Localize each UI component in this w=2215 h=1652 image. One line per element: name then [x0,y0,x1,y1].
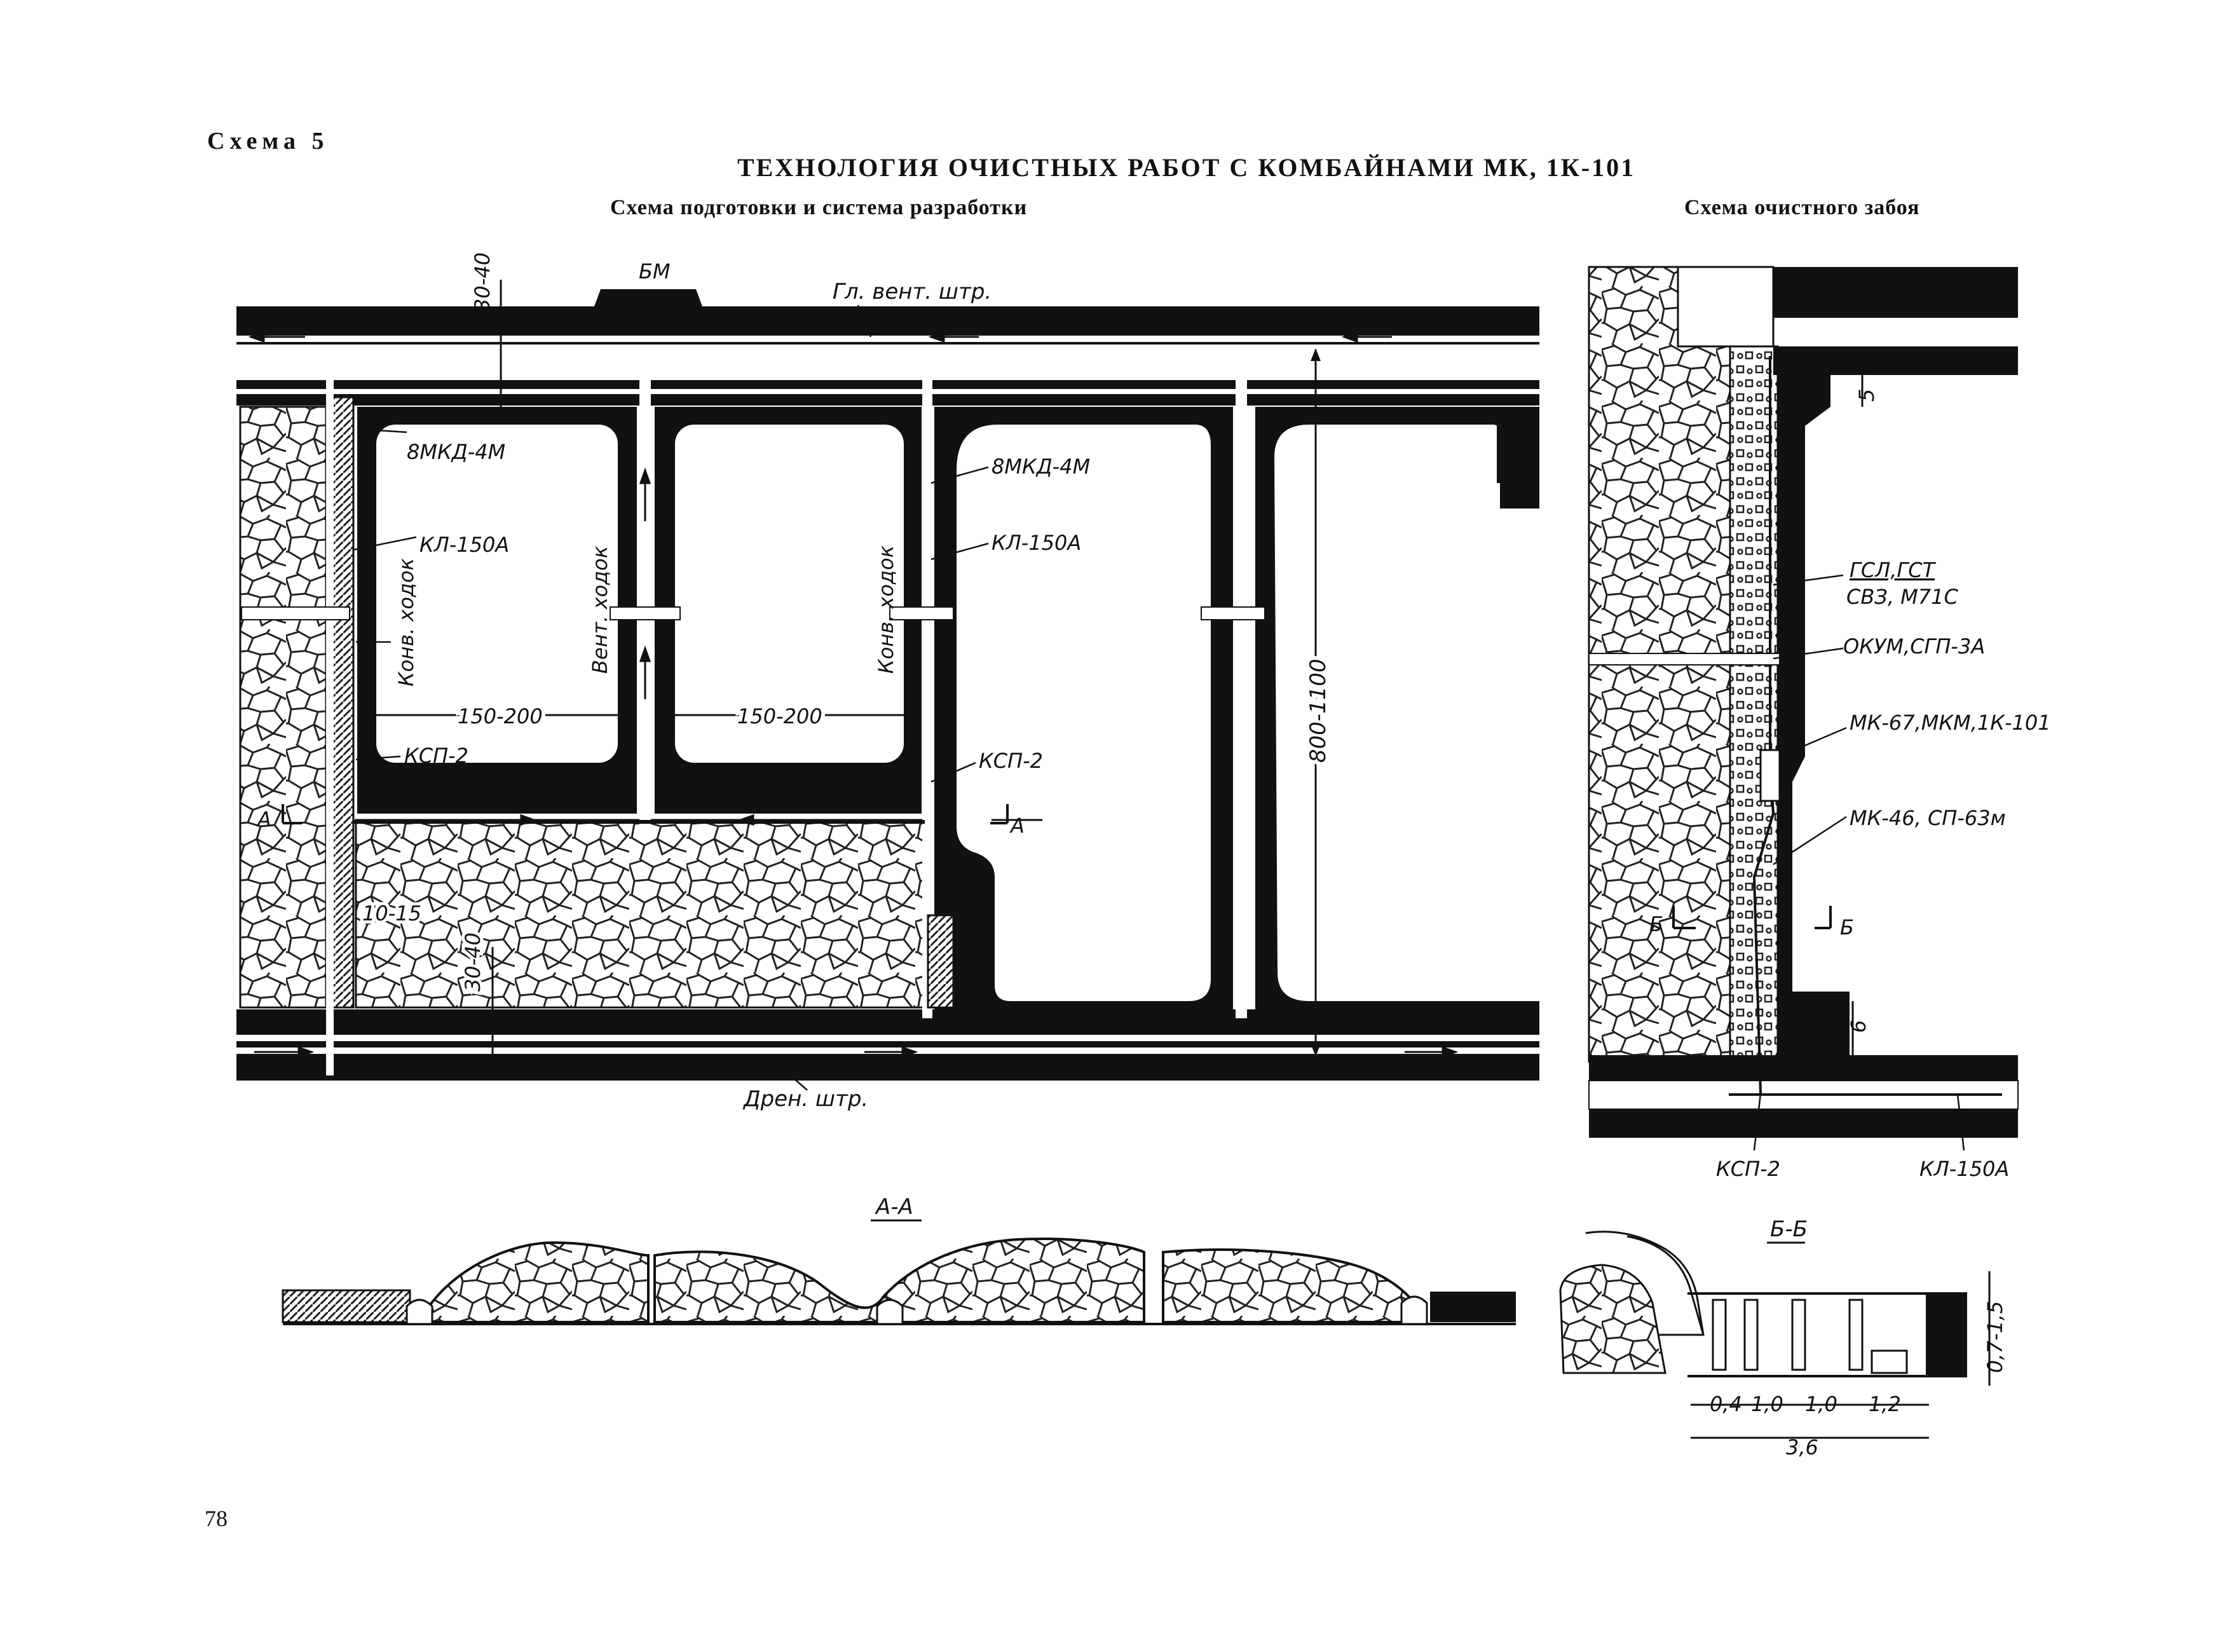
drainage-drift-label: Дрен. штр. [744,1086,869,1112]
conv-passage-left-label: Конв. ходок [394,558,418,686]
bb-dim-3: 1,0 [1805,1392,1837,1416]
section-bb-label: Б-Б [1770,1217,1808,1242]
drainage-drift [236,1009,1539,1035]
scraper-right-label: 8МКД-4М [992,454,1091,479]
conv-passage-right-label: Конв. ходок [874,545,898,674]
combine-label-1: МК-67,МКМ,1К-101 [1850,711,2051,735]
width-right-label: 150-200 [737,704,822,728]
scheme-label: Схема 5 [207,128,329,154]
plan-subtitle: Схема подготовки и система разработки [610,196,1028,219]
width-left-label: 150-200 [458,704,543,728]
vent-passage-label: Вент. ходок [588,545,612,674]
support-label-2: СВЗ, М71С [1846,585,1958,609]
aa-right-drift [1430,1292,1516,1322]
bb-total: 3,6 [1786,1435,1818,1459]
bb-dim-1: 0,4 [1710,1392,1742,1416]
dim-bottom-label: 30-40 [461,932,485,992]
aa-mound-1 [419,1243,648,1322]
plan-scheme [236,252,1539,1112]
pillar-4 [1255,407,1539,1011]
bb-height: 0,7-1,5 [1983,1300,2007,1373]
length-label: 800-1100 [1305,659,1331,763]
dim-6-label: 6 [1846,1020,1871,1033]
aa-left-drift [283,1290,410,1322]
bb-dim-2: 1,0 [1751,1392,1783,1416]
face-scheme [1589,267,2051,1181]
face-ksp-label: КСП-2 [1716,1157,1781,1181]
section-b-left-label: Б [1649,912,1663,936]
section-a-right-label: А [1011,814,1025,838]
face-bottom-drift [1589,1055,2018,1081]
goaf-lower [356,820,928,1007]
dim-top-label: 30-40 [470,252,494,311]
bm-label: БМ [639,259,671,283]
section-aa-label: А-А [876,1194,913,1220]
dim-10-15-label: 10-15 [362,901,421,925]
support-label-3: ОКУМ,СГП-3А [1843,634,1986,659]
conveyor-right-label: КЛ-150А [992,531,1082,555]
bb-dim-4: 1,2 [1869,1392,1901,1416]
ksp-left-label: КСП-2 [404,744,469,768]
scraper-left-label: 8МКД-4М [407,440,506,464]
conveyor-left-label: КЛ-150А [419,533,510,557]
dim-5-label: 5 [1855,388,1879,402]
coal-face-black [1778,375,1850,1062]
section-a-left-label: А [257,807,271,831]
support-label-1: ГСЛ,ГСТ [1850,558,1935,582]
page-title: ТЕХНОЛОГИЯ ОЧИСТНЫХ РАБОТ С КОМБАЙНАМИ МК, 1К-101 [737,153,1636,182]
bb-coal-face [1926,1294,1967,1376]
combine-body [1761,750,1780,801]
main-vent-drift-label: Гл. вент. штр. [833,279,992,304]
bb-props [1713,1300,1907,1373]
combine-label-2: МК-46, СП-63м [1850,806,2006,830]
page-number: 78 [205,1506,228,1531]
face-top-support [1678,267,1773,346]
pillar-3 [934,407,1233,1011]
face-top-drift [1773,267,2018,318]
section-bb [1560,1217,2007,1459]
face-conveyor-label: КЛ-150А [1919,1157,2010,1181]
face-subtitle: Схема очистного забоя [1684,196,1920,219]
section-b-right-label: Б [1840,915,1854,939]
section-aa [283,1194,1516,1324]
ksp-right-label: КСП-2 [979,749,1044,773]
aa-mound-3 [1163,1250,1414,1322]
bb-goaf [1560,1265,1665,1373]
goaf-left [240,407,326,1007]
